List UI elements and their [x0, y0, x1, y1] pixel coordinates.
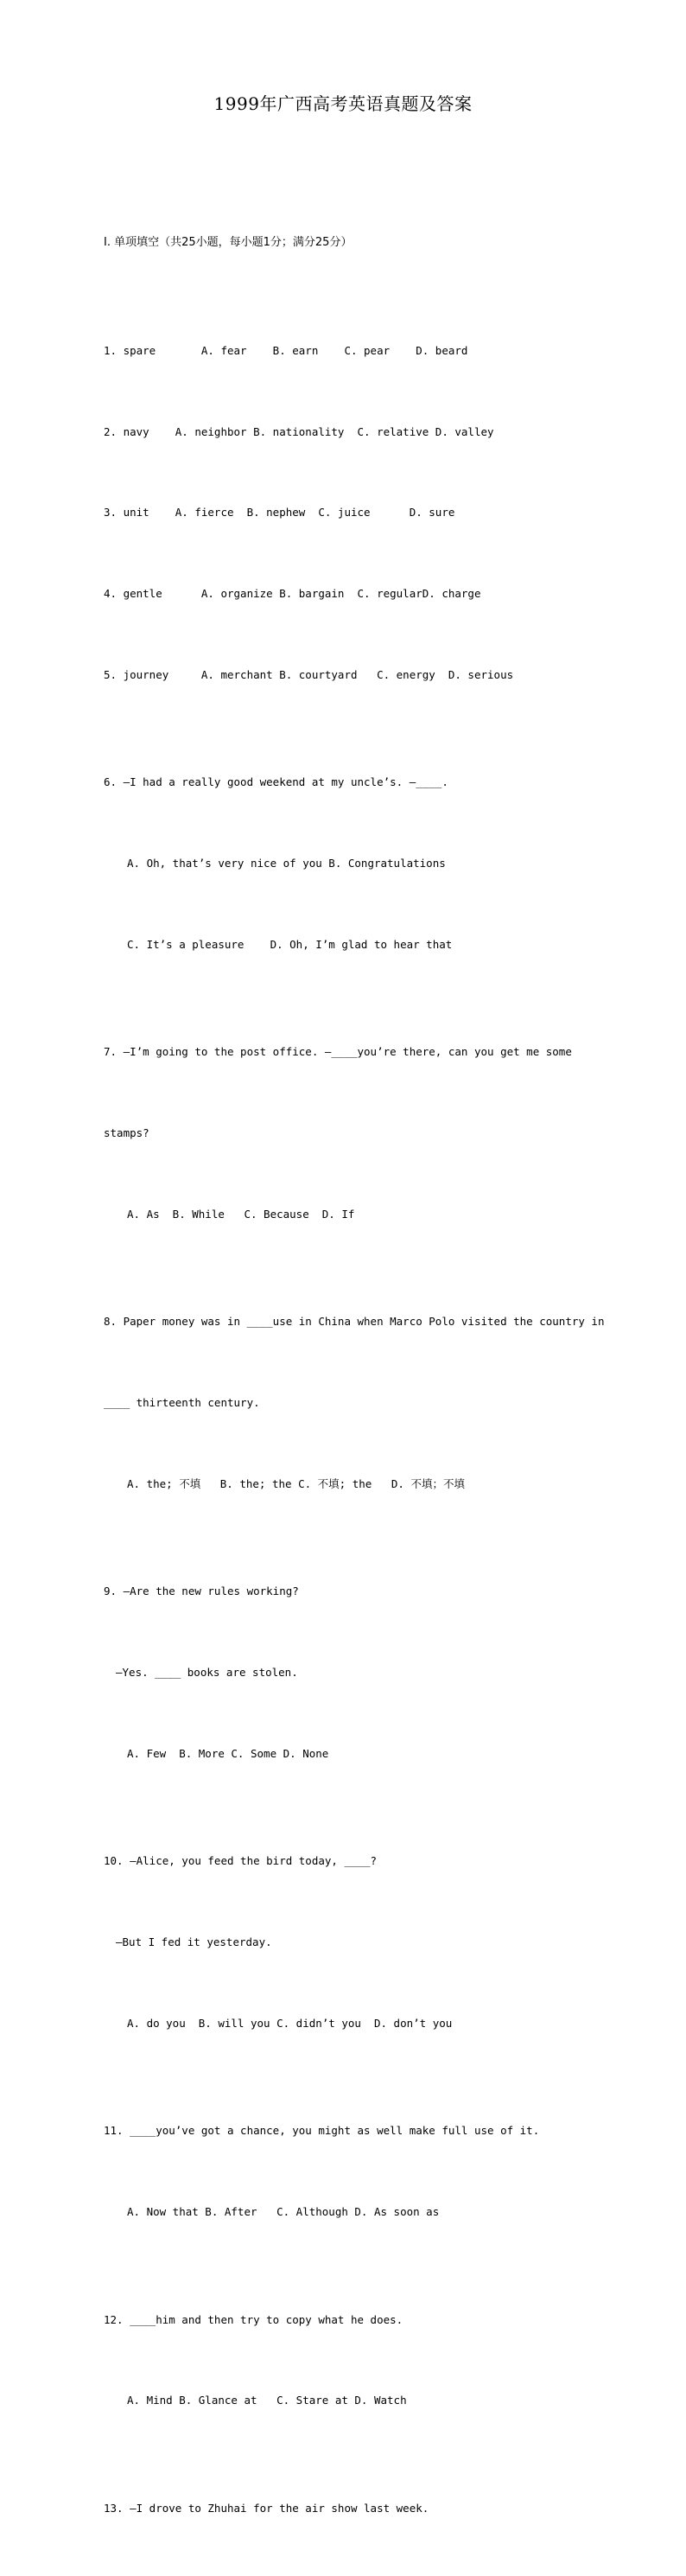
question-12: 12. ____him and then try to copy what he does.	[104, 2312, 403, 2326]
page-title: 1999年广西高考英语真题及答案	[213, 93, 473, 114]
question-2: 2. navy A. neighbor B. nationality C. relative D. valley	[104, 424, 494, 438]
document-body	[104, 175, 605, 2576]
question-8-options: A. the; 不填 B. the; the C. 不填; the D. 不填；不填	[127, 1476, 465, 1490]
question-11: 11. ____you’ve got a chance, you might as well make full use of it.	[104, 2124, 540, 2138]
question-7: 7. —I’m going to the post office. —____you’re there, can you get me some	[104, 1045, 572, 1059]
question-8: 8. Paper money was in ____use in China when Marco Polo visited the country in	[104, 1315, 605, 1329]
question-9-options: A. Few B. More C. Some D. None	[127, 1746, 329, 1760]
question-6-options-1: A. Oh, that’s very nice of you B. Congratulations	[127, 856, 446, 870]
question-11-options: A. Now that B. After C. Although D. As soon as	[127, 2204, 440, 2218]
question-3: 3. unit A. fierce B. nephew C. juice D. sure	[104, 506, 455, 520]
question-6-options-2: C. It’s a pleasure D. Oh, I’m glad to hear that	[127, 937, 453, 951]
question-1: 1. spare A. fear B. earn C. pear D. beard	[104, 344, 468, 358]
question-10: 10. —Alice, you feed the bird today, ____?	[104, 1854, 378, 1868]
question-9: 9. —Are the new rules working?	[104, 1584, 299, 1598]
question-10-options: A. do you B. will you C. didn’t you D. don’t you	[127, 2016, 453, 2030]
question-7-options: A. As B. While C. Because D. If	[127, 1207, 355, 1221]
question-10-reply: —But I fed it yesterday.	[116, 1935, 272, 1948]
question-7-continued: stamps?	[104, 1125, 149, 1139]
question-8-continued: ____ thirteenth century.	[104, 1395, 260, 1409]
question-4: 4. gentle A. organize B. bargain C. regularD. charge	[104, 586, 481, 600]
question-5: 5. journey A. merchant B. courtyard C. energy D. serious	[104, 667, 514, 681]
question-12-options: A. Mind B. Glance at C. Stare at D. Watch	[127, 2394, 407, 2407]
section-heading: I. 单项填空（共25小题，每小题1分；满分25分）	[104, 236, 353, 250]
question-13: 13. —I drove to Zhuhai for the air show last week.	[104, 2502, 429, 2515]
question-6: 6. —I had a really good weekend at my uncle’s. —____.	[104, 775, 448, 789]
question-9-reply: —Yes. ____ books are stolen.	[116, 1665, 298, 1679]
